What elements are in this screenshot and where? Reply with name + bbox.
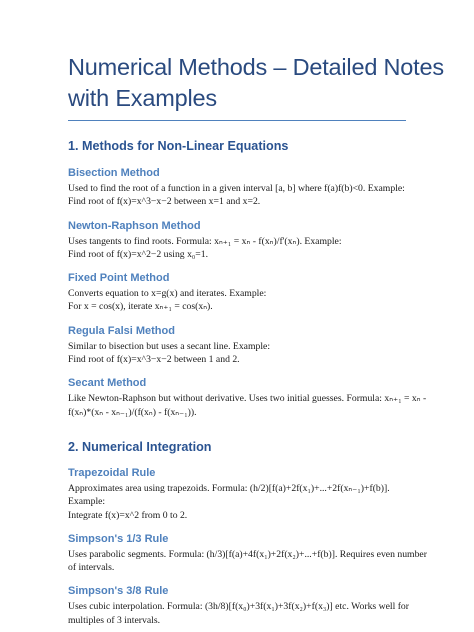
method-text-simpson-3-8 (68, 600, 409, 627)
title-line-2: with Examples (68, 85, 217, 111)
text-line: Like Newton-Raphson but without derivative. Uses two initial guesses. Formula: xₙ₊₁ = xₙ - (68, 393, 427, 405)
method-text-regula-falsi (68, 340, 406, 367)
method-text-trapezoidal (68, 482, 406, 522)
text-line: Uses tangents to find roots. Formula: xₙ₊₁ = xₙ - f(xₙ)/f'(xₙ). Example: (68, 235, 342, 247)
text-line: Converts equation to x=g(x) and iterates. Example: (68, 288, 267, 300)
text-line: Used to find the root of a function in a given interval [a, b] where f(a)f(b)<0. Example: (68, 183, 405, 194)
text-line: multiples of 3 intervals. (68, 614, 161, 626)
method-text-secant (68, 392, 427, 419)
title-underline (68, 120, 406, 121)
text-line: Find root of f(x)=x^3−x−2 between 1 and 2. (68, 354, 240, 366)
method-heading-bisection: Bisection Method (68, 167, 160, 179)
section-heading-nonlinear: 1. Methods for Non-Linear Equations (68, 139, 289, 153)
method-heading-simpson-3-8: Simpson's 3/8 Rule (68, 585, 169, 598)
text-line: For x = cos(x), iterate xₙ₊₁ = cos(xₙ). (68, 301, 213, 313)
text-line: f(xₙ)*(xₙ - xₙ₋₁)/(f(xₙ) - f(xₙ₋₁)). (68, 406, 197, 418)
method-text-bisection (68, 182, 406, 209)
method-heading-simpson-1-3: Simpson's 1/3 Rule (68, 532, 169, 545)
text-line: of intervals. (68, 562, 115, 574)
method-text-fixed-point (68, 287, 406, 314)
method-heading-trapezoidal: Trapezoidal Rule (68, 466, 156, 479)
text-line: Find root of f(x)=x^2−2 using x₀=1. (68, 248, 209, 260)
text-line: Uses cubic interpolation. Formula: (3h/8)[f(x₀)+3f(x₁)+3f(x₂)+f(x₃)] etc. Works well for (68, 601, 409, 613)
method-heading-regula-falsi: Regula Falsi Method (68, 324, 175, 337)
text-line: Uses parabolic segments. Formula: (h/3)[f(a)+4f(x₁)+2f(x₂)+...+f(b)]. Requires even number (68, 548, 427, 560)
method-text-newton-raphson (68, 235, 406, 262)
method-heading-newton-raphson: Newton-Raphson Method (68, 219, 201, 232)
text-line: Example: (68, 496, 106, 508)
title-line-1: Numerical Methods – Detailed Notes (68, 54, 444, 80)
text-line: Approximates area using trapezoids. Formula: (h/2)[f(a)+2f(x₁)+...+2f(xₙ₋₁)+f(b)]. (68, 482, 390, 494)
text-line: Similar to bisection but uses a secant line. Example: (68, 340, 271, 352)
method-heading-fixed-point: Fixed Point Method (68, 272, 170, 285)
method-text-simpson-1-3 (68, 548, 427, 575)
section-heading-integration: 2. Numerical Integration (68, 439, 212, 454)
text-line: Integrate f(x)=x^2 from 0 to 2. (68, 509, 188, 521)
method-heading-secant: Secant Method (68, 377, 147, 390)
text-line: Find root of f(x)=x^3−x−2 between x=1 and x=2. (68, 196, 261, 208)
document-title (68, 52, 444, 114)
